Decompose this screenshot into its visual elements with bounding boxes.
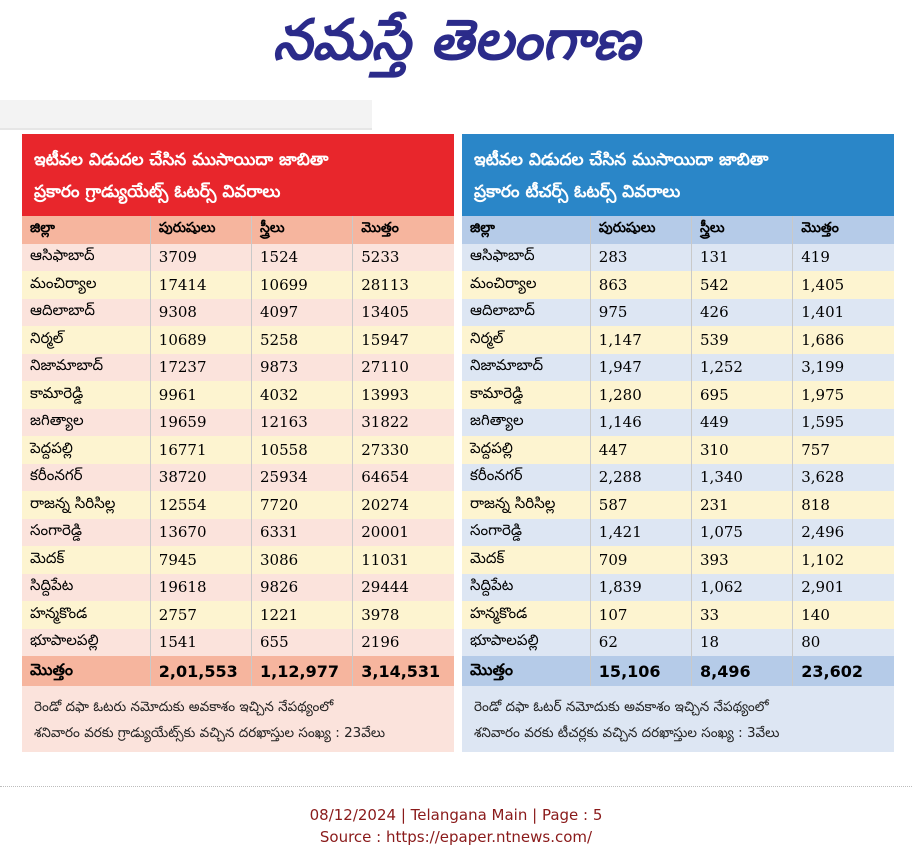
- women-count: 1,252: [692, 354, 793, 382]
- table-row: [462, 326, 894, 354]
- total-count: 20001: [353, 519, 454, 547]
- district-name: కరీంనగర్: [470, 466, 523, 485]
- women-count: 5258: [252, 326, 353, 354]
- district-name: సిద్దిపేట: [470, 576, 514, 595]
- women-count: 10558: [252, 436, 353, 464]
- graduates-note-line1: రెండో దఫా ఓటరు నమోదుకు అవకాశం ఇచ్చిన నేపథ్యంలో: [34, 699, 334, 715]
- women-count: 25934: [252, 464, 353, 492]
- district-name: భూపాలపల్లి: [470, 631, 539, 650]
- district-name: మంచిర్యాల: [30, 273, 97, 292]
- footer-source: Source : https://epaper.ntnews.com/: [319, 828, 593, 846]
- district-name: జగిత్యాల: [470, 411, 524, 430]
- page-divider: [0, 786, 912, 791]
- men-count: 1,947: [590, 354, 691, 382]
- teachers-panel-title: [462, 134, 894, 216]
- men-count: 19659: [150, 409, 251, 437]
- district-name: హన్మకొండ: [470, 603, 528, 622]
- men-count: 17237: [150, 354, 251, 382]
- graduates-table: [22, 216, 454, 686]
- men-count: 19618: [150, 574, 251, 602]
- men-count: 10689: [150, 326, 251, 354]
- total-count: 1,102: [793, 546, 894, 574]
- total-count: 13993: [353, 381, 454, 409]
- table-row: [22, 409, 454, 437]
- district-name: నిర్మల్: [30, 328, 64, 347]
- men-count: 1541: [150, 629, 251, 657]
- total-count: 3,628: [793, 464, 894, 492]
- women-count: 4097: [252, 299, 353, 327]
- men-count: 9961: [150, 381, 251, 409]
- women-count: 10699: [252, 271, 353, 299]
- women-count: 1,075: [692, 519, 793, 547]
- women-count: 655: [252, 629, 353, 657]
- column-header-men: పురుషులు: [590, 216, 691, 244]
- total-count: 5233: [353, 244, 454, 272]
- total-count: 419: [793, 244, 894, 272]
- women-count: 231: [692, 491, 793, 519]
- district-name: సిద్దిపేట: [30, 576, 74, 595]
- table-row: [22, 519, 454, 547]
- men-count: 16771: [150, 436, 251, 464]
- total-men: 15,106: [590, 656, 691, 686]
- clipped-article-strip: [0, 92, 912, 130]
- men-count: 3709: [150, 244, 251, 272]
- total-count: 2196: [353, 629, 454, 657]
- district-name: కరీంనగర్: [30, 466, 83, 485]
- women-count: 539: [692, 326, 793, 354]
- table-row: [22, 546, 454, 574]
- district-name: ఆసిఫాబాద్: [30, 246, 95, 265]
- column-header-men: పురుషులు: [150, 216, 251, 244]
- total-count: 28113: [353, 271, 454, 299]
- women-count: 131: [692, 244, 793, 272]
- total-all: 23,602: [793, 656, 894, 686]
- men-count: 1,421: [590, 519, 691, 547]
- district-name: జగిత్యాల: [30, 411, 84, 430]
- total-count: 20274: [353, 491, 454, 519]
- men-count: 62: [590, 629, 691, 657]
- women-count: 393: [692, 546, 793, 574]
- men-count: 38720: [150, 464, 251, 492]
- total-men: 2,01,553: [150, 656, 251, 686]
- men-count: 9308: [150, 299, 251, 327]
- teachers-note-line2: శనివారం వరకు టీచర్లకు వచ్చిన దరఖాస్తుల సంఖ్య : 3వేలు: [474, 725, 780, 741]
- men-count: 709: [590, 546, 691, 574]
- table-row: [462, 519, 894, 547]
- table-row: [22, 464, 454, 492]
- graduates-title-line1: ఇటీవల విడుదల చేసిన ముసాయిదా జాబితా: [34, 150, 329, 170]
- graduates-title-line2: ప్రకారం గ్రాడ్యుయేట్స్ ఓటర్స్ వివరాలు: [34, 182, 281, 202]
- district-name: రాజన్న సిరిసిల్ల: [30, 493, 116, 512]
- district-name: మెదక్: [30, 548, 65, 567]
- footer-date-edition: 08/12/2024 | Telangana Main | Page : 5: [309, 806, 603, 824]
- women-count: 9873: [252, 354, 353, 382]
- total-count: 140: [793, 601, 894, 629]
- district-name: ఆదిలాబాద్: [30, 301, 95, 320]
- total-count: 80: [793, 629, 894, 657]
- total-count: 2,496: [793, 519, 894, 547]
- district-name: పెద్దపల్లి: [30, 438, 73, 457]
- graduates-panel-title: [22, 134, 454, 216]
- total-count: 11031: [353, 546, 454, 574]
- table-row: [462, 436, 894, 464]
- column-header-district: జిల్లా: [470, 220, 495, 237]
- graduates-voters-panel: [22, 134, 454, 772]
- total-count: 3978: [353, 601, 454, 629]
- table-row: [22, 491, 454, 519]
- men-count: 2,288: [590, 464, 691, 492]
- table-row: [22, 244, 454, 272]
- total-count: 757: [793, 436, 894, 464]
- table-row: [462, 491, 894, 519]
- table-row: [462, 601, 894, 629]
- total-women: 1,12,977: [252, 656, 353, 686]
- table-header-row: [22, 216, 454, 244]
- women-count: 1,340: [692, 464, 793, 492]
- total-women: 8,496: [692, 656, 793, 686]
- men-count: 863: [590, 271, 691, 299]
- women-count: 426: [692, 299, 793, 327]
- district-name: భూపాలపల్లి: [30, 631, 99, 650]
- cartoon-fragment: [0, 100, 372, 130]
- district-name: నిజామాబాద్: [470, 356, 544, 375]
- teachers-voters-panel: [462, 134, 894, 772]
- teachers-note: [462, 686, 894, 752]
- men-count: 2757: [150, 601, 251, 629]
- total-count: 3,199: [793, 354, 894, 382]
- women-count: 33: [692, 601, 793, 629]
- men-count: 13670: [150, 519, 251, 547]
- total-count: 1,975: [793, 381, 894, 409]
- total-count: 1,686: [793, 326, 894, 354]
- table-row: [462, 546, 894, 574]
- page-footer: [0, 804, 912, 848]
- women-count: 3086: [252, 546, 353, 574]
- men-count: 17414: [150, 271, 251, 299]
- totals-label: మొత్తం: [30, 659, 74, 679]
- men-count: 107: [590, 601, 691, 629]
- women-count: 449: [692, 409, 793, 437]
- table-row: [462, 574, 894, 602]
- men-count: 975: [590, 299, 691, 327]
- total-count: 31822: [353, 409, 454, 437]
- men-count: 7945: [150, 546, 251, 574]
- table-row: [462, 464, 894, 492]
- district-name: మెదక్: [470, 548, 505, 567]
- district-name: ఆసిఫాబాద్: [470, 246, 535, 265]
- women-count: 9826: [252, 574, 353, 602]
- column-header-total: మొత్తం: [353, 216, 454, 244]
- graduates-note: [22, 686, 454, 752]
- totals-label: మొత్తం: [470, 659, 514, 679]
- column-header-total: మొత్తం: [793, 216, 894, 244]
- total-count: 2,901: [793, 574, 894, 602]
- table-row: [462, 244, 894, 272]
- table-row: [22, 436, 454, 464]
- district-name: మంచిర్యాల: [470, 273, 537, 292]
- teachers-title-line1: ఇటీవల విడుదల చేసిన ముసాయిదా జాబితా: [474, 150, 769, 170]
- totals-row: [462, 656, 894, 686]
- total-all: 3,14,531: [353, 656, 454, 686]
- men-count: 1,147: [590, 326, 691, 354]
- table-row: [462, 381, 894, 409]
- table-row: [22, 601, 454, 629]
- men-count: 1,146: [590, 409, 691, 437]
- women-count: 310: [692, 436, 793, 464]
- women-count: 6331: [252, 519, 353, 547]
- total-count: 818: [793, 491, 894, 519]
- table-row: [462, 409, 894, 437]
- table-row: [462, 299, 894, 327]
- men-count: 12554: [150, 491, 251, 519]
- total-count: 15947: [353, 326, 454, 354]
- teachers-note-line1: రెండో దఫా ఓటర్ నమోదుకు అవకాశం ఇచ్చిన నేపథ్యంలో: [474, 699, 769, 715]
- district-name: పెద్దపల్లి: [470, 438, 513, 457]
- women-count: 1,062: [692, 574, 793, 602]
- table-row: [22, 299, 454, 327]
- table-row: [22, 354, 454, 382]
- district-name: ఆదిలాబాద్: [470, 301, 535, 320]
- table-row: [22, 381, 454, 409]
- total-count: 27110: [353, 354, 454, 382]
- total-count: 1,595: [793, 409, 894, 437]
- graduates-note-line2: శనివారం వరకు గ్రాడ్యుయేట్స్‌కు వచ్చిన దరఖాస్తుల సంఖ్య : 23వేలు: [34, 725, 386, 741]
- table-row: [22, 326, 454, 354]
- table-header-row: [462, 216, 894, 244]
- district-name: హన్మకొండ: [30, 603, 88, 622]
- women-count: 1524: [252, 244, 353, 272]
- district-name: సంగారెడ్డి: [470, 521, 522, 540]
- women-count: 7720: [252, 491, 353, 519]
- total-count: 1,405: [793, 271, 894, 299]
- table-row: [22, 574, 454, 602]
- men-count: 1,280: [590, 381, 691, 409]
- teachers-title-line2: ప్రకారం టీచర్స్ ఓటర్స్ వివరాలు: [474, 182, 681, 202]
- women-count: 12163: [252, 409, 353, 437]
- women-count: 1221: [252, 601, 353, 629]
- total-count: 13405: [353, 299, 454, 327]
- district-name: కామారెడ్డి: [30, 383, 84, 402]
- table-row: [22, 271, 454, 299]
- column-header-women: స్త్రీలు: [252, 216, 353, 244]
- men-count: 447: [590, 436, 691, 464]
- total-count: 64654: [353, 464, 454, 492]
- district-name: రాజన్న సిరిసిల్ల: [470, 493, 556, 512]
- men-count: 283: [590, 244, 691, 272]
- masthead-logo: నమస్తే తెలంగాణ: [272, 7, 640, 73]
- district-name: నిర్మల్: [470, 328, 504, 347]
- table-row: [462, 629, 894, 657]
- women-count: 18: [692, 629, 793, 657]
- column-header-women: స్త్రీలు: [692, 216, 793, 244]
- men-count: 587: [590, 491, 691, 519]
- district-name: నిజామాబాద్: [30, 356, 104, 375]
- district-name: కామారెడ్డి: [470, 383, 524, 402]
- women-count: 695: [692, 381, 793, 409]
- women-count: 542: [692, 271, 793, 299]
- women-count: 4032: [252, 381, 353, 409]
- teachers-table: [462, 216, 894, 686]
- total-count: 27330: [353, 436, 454, 464]
- table-row: [462, 271, 894, 299]
- totals-row: [22, 656, 454, 686]
- total-count: 1,401: [793, 299, 894, 327]
- table-row: [462, 354, 894, 382]
- table-row: [22, 629, 454, 657]
- total-count: 29444: [353, 574, 454, 602]
- column-header-district: జిల్లా: [30, 220, 55, 237]
- district-name: సంగారెడ్డి: [30, 521, 82, 540]
- men-count: 1,839: [590, 574, 691, 602]
